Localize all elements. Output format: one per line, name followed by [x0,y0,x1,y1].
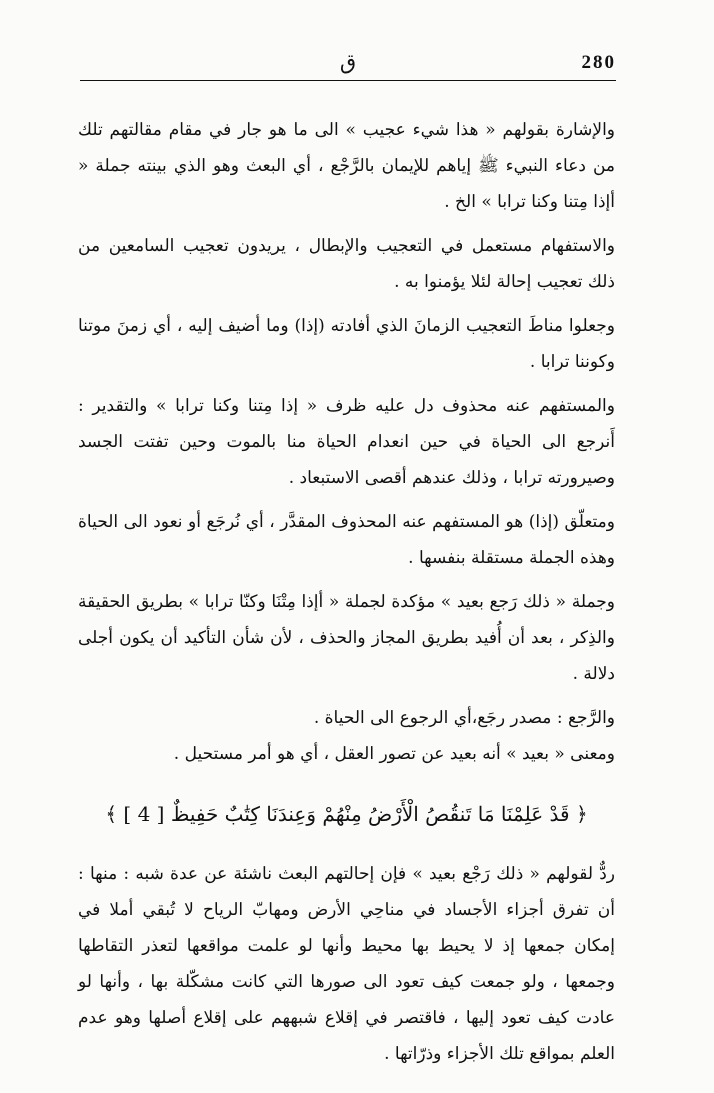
paragraph: والمستفهم عنه محذوف دل عليه ظرف « إذا مِتنا وكنا ترابا » والتقدير : أَنرجع الى الحياة في حين انعدام الحياة منا بالموت وحين تفتت الجسد وصيرورته ترابا ، وذلك عندهم أقصى الاستبعاد . [78,396,615,488]
verse-close-brace: ﴾ [105,802,118,826]
quran-verse [78,794,615,834]
paragraph: وجعلوا مناطَ التعجيب الزمانَ الذي أفادته (إذا) وما أضيف إليه ، أي زمنَ موتنا وكوننا ترابا . [78,316,615,372]
paragraph: وجملة « ذلك رَجع بعيد » مؤكدة لجملة « أإذا مِتْنَا وكنّا ترابا » بطريق الحقيقة والذِكر ، بعد أن أُفيد بطريق المجاز والحذف ، لأن شأن التأكيد أن يكون أجلى دلالة . [78,592,615,684]
paragraph: ومتعلّق (إذا) هو المستفهم عنه المحذوف المقدَّر ، أي نُرجَع أو نعود الى الحياة وهذه الجملة مستقلة بنفسها . [78,512,615,568]
verse-open-brace: ﴿ [575,802,588,826]
paragraph: والإشارة بقولهم « هذا شيء عجيب » الى ما هو جار في مقام مقالتهم تلك من دعاء النبيء ﷺ إياهم للإيمان بالرَّجْع ، أي البعث وهو الذي بينته جملة « أإذا مِتنا وكنا ترابا » الخ . [78,120,615,212]
page-body [78,112,615,1072]
paragraph: والاستفهام مستعمل في التعجيب والإبطال ، يريدون تعجيب السامعين من ذلك تعجيب إحالة لئلا يؤمنوا به . [78,236,615,292]
paragraph: ومعنى « بعيد » أنه بعيد عن تصور العقل ، أي هو أمر مستحيل . [173,744,615,764]
running-title: ق [339,50,357,74]
verse-number: [ 4 ] [123,802,165,826]
page-header [80,52,616,81]
paragraph: والرَّجع : مصدر رجَع،أي الرجوع الى الحياة . [313,708,615,728]
verse-text: قَدْ عَلِمْنَا مَا تَنقُصُ الْأَرْضُ مِنْهُمْ وَعِندَنَا كِتَٰبٌ حَفِيظٌ [170,802,570,826]
commentary-paragraph: ردٌّ لقولهم « ذلك رَجْع بعيد » فإن إحالتهم البعث ناشئة عن عدة شبه : منها : أن تفرق أجزاء الأجساد في مناحِي الأرض ومهابّ الرياح لا تُبقي أملا في إمكان جمعها إذ لا يحيط بها محيط وأنها لو علمت مواقعها لتعذر التقاطها وجمعها ، ولو جمعت كيف تعود الى صورها التي كانت مشكّلة بها ، وأنها لو عادت كيف تعود إليها ، فاقتصر في إقلاع شبههم على إقلاع أصلها وهو عدم العلم بمواقع تلك الأجزاء وذرّاتها . [78,864,615,1064]
page-number: 280 [581,52,616,73]
